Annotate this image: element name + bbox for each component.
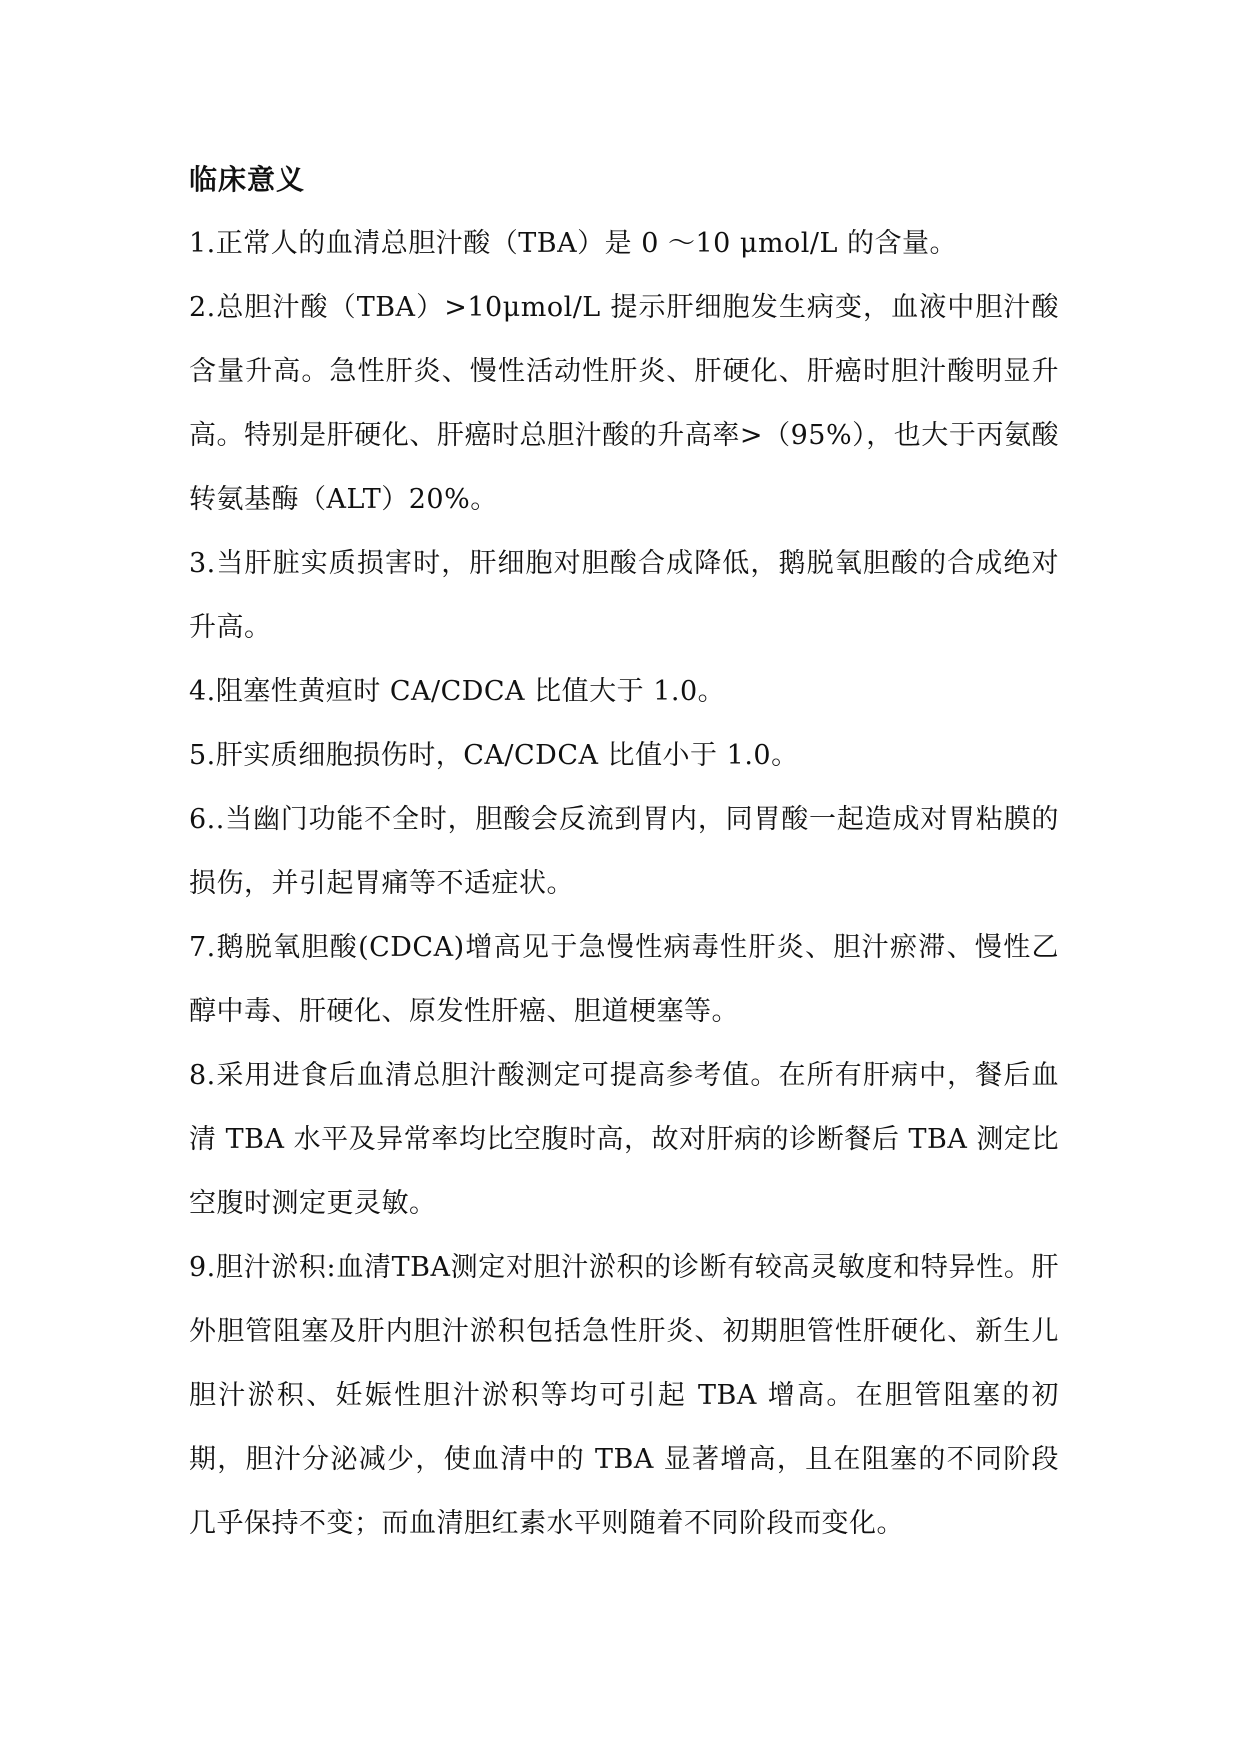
paragraph-3: 3.当肝脏实质损害时，肝细胞对胆酸合成降低，鹅脱氧胆酸的合成绝对升高。 [189, 548, 1059, 643]
paragraph-5: 5.肝实质细胞损伤时，CA/CDCA 比值小于 1.0。 [189, 740, 799, 771]
paragraph-1: 1.正常人的血清总胆汁酸（TBA）是 0 ～10 μmol/L 的含量。 [189, 228, 958, 259]
paragraph-8: 8.采用进食后血清总胆汁酸测定可提高参考值。在所有肝病中，餐后血清 TBA 水平及异常率均比空腹时高，故对肝病的诊断餐后 TBA 测定比空腹时测定更灵敏。 [189, 1060, 1059, 1219]
document-body [189, 148, 1059, 1556]
paragraph-4: 4.阻塞性黄疸时 CA/CDCA 比值大于 1.0。 [189, 676, 726, 707]
paragraph-9: 9.胆汁淤积:血清TBA测定对胆汁淤积的诊断有较高灵敏度和特异性。肝外胆管阻塞及肝内胆汁淤积包括急性肝炎、初期胆管性肝硬化、新生儿胆汁淤积、妊娠性胆汁淤积等均可引起 TBA 增高。在胆管阻塞的初期，胆汁分泌减少，使血清中的 TBA 显著增高，且在阻塞的不同阶段几乎保持不变；而血清胆红素水平则随着不同阶段而变化。 [189, 1252, 1059, 1539]
paragraph-6: 6..当幽门功能不全时，胆酸会反流到胃内，同胃酸一起造成对胃粘膜的损伤，并引起胃痛等不适症状。 [189, 804, 1059, 899]
page-title: 临床意义 [189, 163, 306, 196]
paragraph-7: 7.鹅脱氧胆酸(CDCA)增高见于急慢性病毒性肝炎、胆汁瘀滞、慢性乙醇中毒、肝硬化、原发性肝癌、胆道梗塞等。 [189, 932, 1059, 1027]
paragraph-2: 2.总胆汁酸（TBA）>10μmol/L 提示肝细胞发生病变，血液中胆汁酸含量升高。急性肝炎、慢性活动性肝炎、肝硬化、肝癌时胆汁酸明显升高。特别是肝硬化、肝癌时总胆汁酸的升高率>（95%），也大于丙氨酸转氨基酶（ALT）20%。 [189, 292, 1059, 515]
